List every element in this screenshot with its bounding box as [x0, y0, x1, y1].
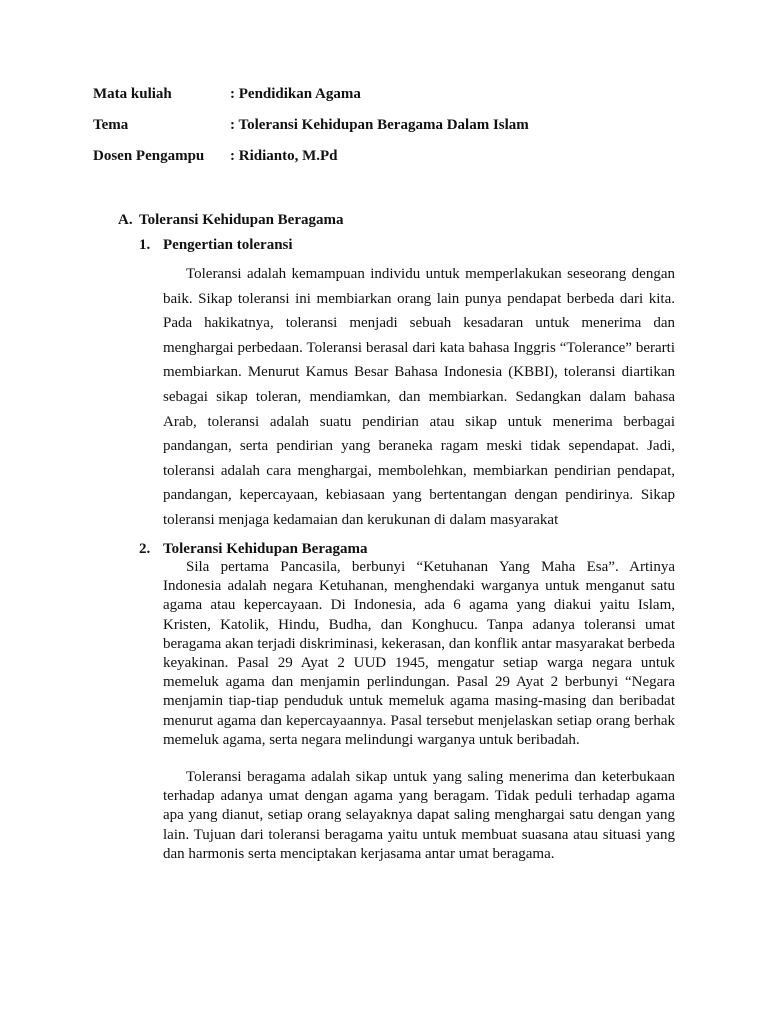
theme-row [93, 117, 693, 148]
section-heading [118, 212, 343, 229]
subsection-2-marker: 2. [139, 541, 151, 557]
course-value: : Pendidikan Agama [230, 86, 361, 102]
course-info [93, 86, 693, 179]
course-row [93, 86, 693, 117]
section-marker: A. [118, 212, 133, 228]
theme-label: Tema [93, 117, 129, 133]
paragraph-religious-tolerance: Toleransi beragama adalah sikap untuk yang saling menerima dan keterbukaan terhadap adanya umat dengan agama yang beragam. Tidak peduli terhadap agama apa yang dianut, setiap orang selayaknya dapat saling menghargai satu dengan yang lain. Tujuan dari toleransi beragama yaitu untuk membuat suasana atau situasi yang dan harmonis serta menciptakan kerjasama antar umat beragama. [163, 769, 675, 862]
lecturer-label: Dosen Pengampu [93, 148, 205, 164]
section-title: Toleransi Kehidupan Beragama [139, 212, 344, 228]
subsection-1-heading [139, 237, 293, 254]
paragraph-definition: Toleransi adalah kemampuan individu untuk memperlakukan seseorang dengan baik. Sikap toleransi ini membiarkan orang lain punya pendapat berbeda dari kita. Pada hakikatnya, toleransi menjadi sebuah kesadaran untuk menerima dan menghargai perbedaan. Toleransi berasal dari kata bahasa Inggris “Tolerance” berarti membiarkan. Menurut Kamus Besar Bahasa Indonesia (KBBI), toleransi diartikan sebagai sikap toleran, mendiamkan, dan membiarkan. Sedangkan dalam bahasa Arab, toleransi adalah suatu pendirian atau sikap untuk menerima berbagai pandangan, serta pendirian yang beraneka ragam meski tidak sependapat. Jadi, toleransi adalah cara menghargai, membolehkan, membiarkan pendirian pendapat, pandangan, kepercayaan, kebiasaan yang bertentangan dengan pendirinya. Sikap toleransi menjaga kedamaian dan kerukunan di dalam masyarakat [163, 266, 675, 528]
course-label: Mata kuliah [93, 86, 172, 102]
subsection-2-title: Toleransi Kehidupan Beragama [163, 541, 368, 557]
subsection-2-heading [139, 541, 367, 558]
lecturer-value: : Ridianto, M.Pd [230, 148, 338, 164]
theme-value: : Toleransi Kehidupan Beragama Dalam Islam [230, 117, 529, 133]
subsection-1-title: Pengertian toleransi [163, 237, 293, 253]
paragraph-pancasila: Sila pertama Pancasila, berbunyi “Ketuhanan Yang Maha Esa”. Artinya Indonesia adalah negara Ketuhanan, menghendaki warganya untuk menganut satu agama atau kepercayaan. Di Indonesia, ada 6 agama yang diakui yaitu Islam, Kristen, Katolik, Hindu, Budha, dan Konghucu. Tanpa adanya toleransi umat beragama akan terjadi diskriminasi, kekerasan, dan konflik antar masyarakat berbeda keyakinan. Pasal 29 Ayat 2 UUD 1945, mengatur setiap warga negara untuk memeluk agama dan menjamin perlindungan. Pasal 29 Ayat 2 berbunyi “Negara menjamin tiap-tiap penduduk untuk memeluk agama masing-masing dan beribadat menurut agama dan kepercayaannya. Pasal tersebut menjelaskan setiap orang berhak memeluk agama, serta negara melindungi warganya untuk beribadah. [163, 559, 675, 748]
subsection-1-marker: 1. [139, 237, 151, 253]
lecturer-row [93, 148, 693, 179]
